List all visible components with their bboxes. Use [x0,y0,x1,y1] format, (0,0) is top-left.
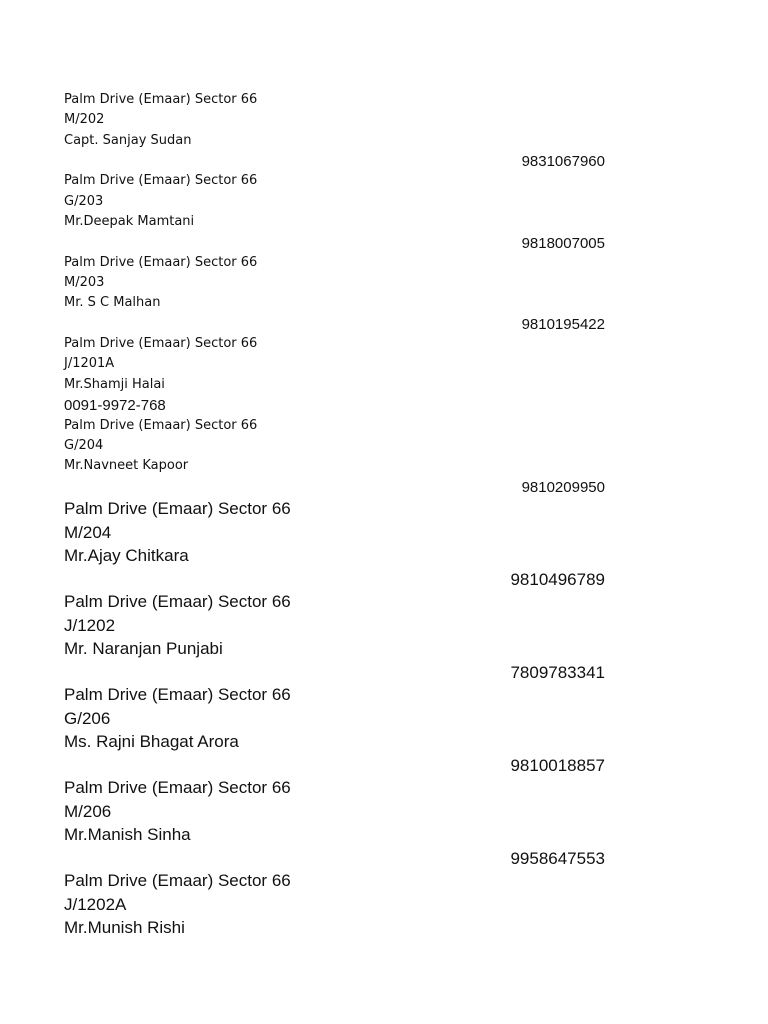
entry-unit: M/203 [64,275,105,290]
entry-phone: 9810209950 [521,479,605,496]
entry-unit: G/204 [64,438,104,453]
entry-unit: M/202 [64,112,105,127]
entry-name: Mr.Manish Sinha [64,825,191,844]
entry-address: Palm Drive (Emaar) Sector 66 [64,173,258,188]
entry-address: Palm Drive (Emaar) Sector 66 [64,778,291,797]
entry-name: Mr.Shamji Halai [64,377,165,392]
entry-address: Palm Drive (Emaar) Sector 66 [64,871,291,890]
entry-phone: 0091-9972-768 [64,397,166,414]
entry-name: Capt. Sanjay Sudan [64,133,192,148]
entry-phone: 9831067960 [521,153,605,170]
entry-unit: J/1201A [64,356,115,371]
entry-phone: 9818007005 [521,235,605,252]
entry-unit: M/206 [64,802,112,821]
entry-phone: 7809783341 [510,663,605,682]
entry-address: Palm Drive (Emaar) Sector 66 [64,685,291,704]
entry-unit: G/206 [64,709,111,728]
entry-name: Mr. S C Malhan [64,295,161,310]
entry-unit: J/1202 [64,616,116,635]
entry-unit: M/204 [64,523,112,542]
entry-phone: 9958647553 [510,849,605,868]
entry-address: Palm Drive (Emaar) Sector 66 [64,255,258,270]
entry-unit: J/1202A [64,895,127,914]
entry-address: Palm Drive (Emaar) Sector 66 [64,336,258,351]
entry-unit: G/203 [64,194,104,209]
entry-phone: 9810018857 [510,756,605,775]
entry-phone: 9810496789 [510,570,605,589]
entry-name: Mr.Navneet Kapoor [64,458,189,473]
entry-name: Ms. Rajni Bhagat Arora [64,732,239,751]
entry-phone: 9810195422 [521,316,605,333]
entry-name: Mr.Ajay Chitkara [64,546,189,565]
entry-name: Mr.Munish Rishi [64,918,185,937]
entry-address: Palm Drive (Emaar) Sector 66 [64,592,291,611]
entry-address: Palm Drive (Emaar) Sector 66 [64,418,258,433]
entry-name: Mr. Naranjan Punjabi [64,639,223,658]
entry-name: Mr.Deepak Mamtani [64,214,195,229]
entry-address: Palm Drive (Emaar) Sector 66 [64,499,291,518]
entry-address: Palm Drive (Emaar) Sector 66 [64,92,258,107]
